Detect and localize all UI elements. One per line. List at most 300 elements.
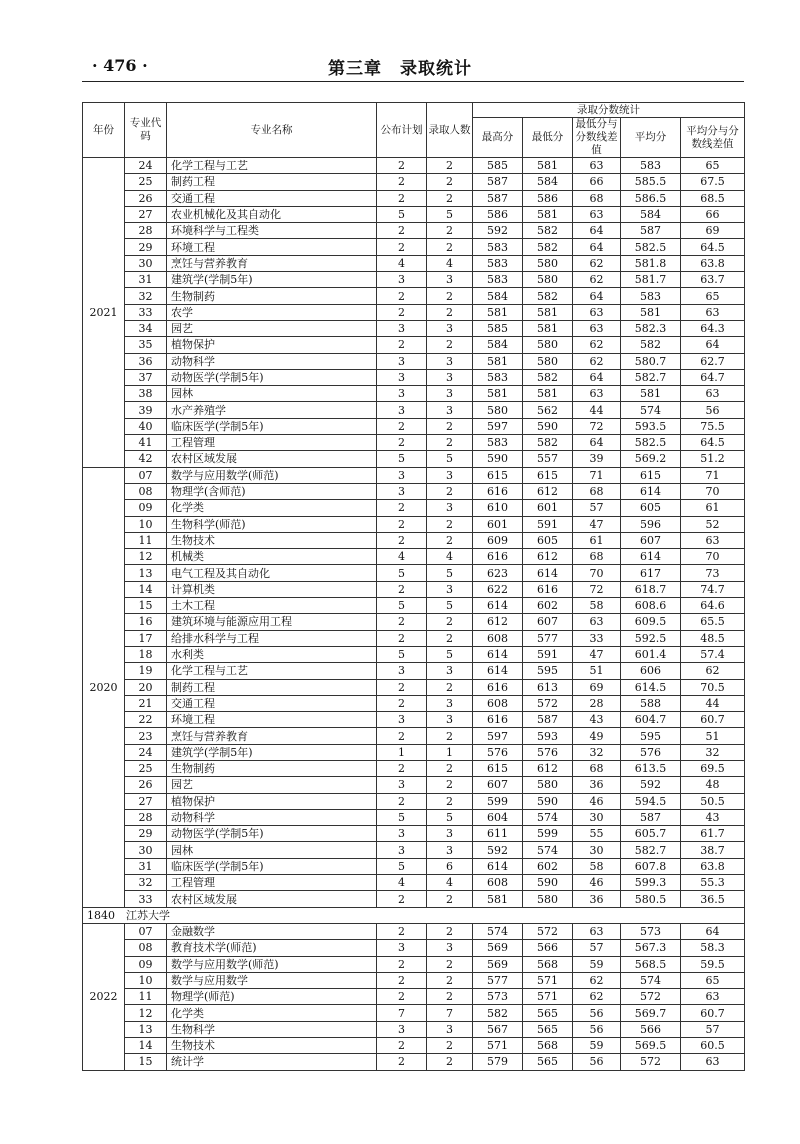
table-row <box>83 1005 745 1021</box>
row-max: 583 <box>473 369 523 385</box>
row-plan: 2 <box>377 435 427 451</box>
row-code: 12 <box>125 549 167 565</box>
row-min: 581 <box>523 158 573 174</box>
row-name: 生物制药 <box>167 760 377 776</box>
row-avg-diff: 73 <box>681 565 745 581</box>
row-avg: 573 <box>621 923 681 939</box>
row-avg-diff: 48.5 <box>681 630 745 646</box>
table-row <box>83 809 745 825</box>
row-admitted: 2 <box>427 418 473 434</box>
row-avg-diff: 74.7 <box>681 581 745 597</box>
row-min: 602 <box>523 858 573 874</box>
row-max: 583 <box>473 255 523 271</box>
col-year: 年份 <box>83 103 125 158</box>
row-avg: 568.5 <box>621 956 681 972</box>
row-name: 临床医学(学制5年) <box>167 418 377 434</box>
row-avg-diff: 48 <box>681 777 745 793</box>
row-min: 581 <box>523 386 573 402</box>
row-admitted: 3 <box>427 663 473 679</box>
row-code: 09 <box>125 500 167 516</box>
row-min-diff: 62 <box>573 337 621 353</box>
table-row <box>83 272 745 288</box>
row-avg: 572 <box>621 989 681 1005</box>
row-min: 574 <box>523 842 573 858</box>
table-row <box>83 614 745 630</box>
row-min-diff: 62 <box>573 255 621 271</box>
row-avg-diff: 60.7 <box>681 1005 745 1021</box>
row-avg-diff: 56 <box>681 402 745 418</box>
row-plan: 2 <box>377 972 427 988</box>
row-avg-diff: 64.6 <box>681 598 745 614</box>
row-max: 608 <box>473 875 523 891</box>
row-avg-diff: 36.5 <box>681 891 745 907</box>
row-max: 622 <box>473 581 523 597</box>
row-avg: 613.5 <box>621 760 681 776</box>
row-min: 581 <box>523 320 573 336</box>
row-code: 27 <box>125 793 167 809</box>
row-plan: 2 <box>377 989 427 1005</box>
row-code: 24 <box>125 158 167 174</box>
row-avg: 587 <box>621 809 681 825</box>
row-plan: 3 <box>377 320 427 336</box>
row-avg: 580.5 <box>621 891 681 907</box>
row-min-diff: 63 <box>573 158 621 174</box>
row-min-diff: 64 <box>573 239 621 255</box>
row-min: 591 <box>523 516 573 532</box>
table-row <box>83 451 745 467</box>
row-plan: 2 <box>377 581 427 597</box>
row-avg: 582.7 <box>621 842 681 858</box>
row-admitted: 2 <box>427 891 473 907</box>
row-min-diff: 28 <box>573 695 621 711</box>
row-admitted: 2 <box>427 923 473 939</box>
row-name: 化学工程与工艺 <box>167 663 377 679</box>
row-min-diff: 64 <box>573 435 621 451</box>
row-min-diff: 72 <box>573 581 621 597</box>
table-row <box>83 369 745 385</box>
row-code: 08 <box>125 940 167 956</box>
row-admitted: 3 <box>427 581 473 597</box>
row-max: 616 <box>473 679 523 695</box>
row-plan: 2 <box>377 500 427 516</box>
row-admitted: 2 <box>427 989 473 1005</box>
row-avg: 608.6 <box>621 598 681 614</box>
row-plan: 2 <box>377 760 427 776</box>
row-name: 动物医学(学制5年) <box>167 369 377 385</box>
row-avg: 614 <box>621 549 681 565</box>
row-code: 40 <box>125 418 167 434</box>
table-row <box>83 646 745 662</box>
row-min: 565 <box>523 1054 573 1070</box>
table-row <box>83 972 745 988</box>
row-name: 物理学(师范) <box>167 989 377 1005</box>
row-name: 烹饪与营养教育 <box>167 255 377 271</box>
row-admitted: 5 <box>427 809 473 825</box>
row-plan: 2 <box>377 728 427 744</box>
row-max: 569 <box>473 956 523 972</box>
row-plan: 2 <box>377 1038 427 1054</box>
row-name: 建筑学(学制5年) <box>167 744 377 760</box>
row-admitted: 2 <box>427 630 473 646</box>
row-max: 616 <box>473 712 523 728</box>
row-min: 566 <box>523 940 573 956</box>
row-code: 11 <box>125 532 167 548</box>
row-max: 587 <box>473 174 523 190</box>
row-avg-diff: 62.7 <box>681 353 745 369</box>
row-avg-diff: 63 <box>681 532 745 548</box>
table-row <box>83 206 745 222</box>
row-avg: 592 <box>621 777 681 793</box>
row-code: 39 <box>125 402 167 418</box>
row-admitted: 6 <box>427 858 473 874</box>
row-avg: 592.5 <box>621 630 681 646</box>
row-min: 580 <box>523 272 573 288</box>
row-name: 生物技术 <box>167 532 377 548</box>
row-admitted: 2 <box>427 532 473 548</box>
row-min-diff: 58 <box>573 598 621 614</box>
row-max: 614 <box>473 598 523 614</box>
row-plan: 2 <box>377 956 427 972</box>
row-avg-diff: 60.5 <box>681 1038 745 1054</box>
col-score-group: 录取分数统计 <box>473 103 745 118</box>
row-avg: 606 <box>621 663 681 679</box>
row-min: 581 <box>523 206 573 222</box>
table-row <box>83 190 745 206</box>
row-avg: 585.5 <box>621 174 681 190</box>
row-min: 587 <box>523 712 573 728</box>
row-min-diff: 56 <box>573 1021 621 1037</box>
row-admitted: 3 <box>427 940 473 956</box>
row-name: 建筑环境与能源应用工程 <box>167 614 377 630</box>
table-row <box>83 320 745 336</box>
row-avg: 583 <box>621 158 681 174</box>
row-name: 统计学 <box>167 1054 377 1070</box>
row-plan: 2 <box>377 337 427 353</box>
row-name: 化学类 <box>167 1005 377 1021</box>
row-code: 25 <box>125 760 167 776</box>
row-code: 18 <box>125 646 167 662</box>
row-plan: 3 <box>377 369 427 385</box>
row-code: 29 <box>125 239 167 255</box>
row-max: 612 <box>473 614 523 630</box>
table-row <box>83 288 745 304</box>
row-code: 32 <box>125 288 167 304</box>
row-name: 化学类 <box>167 500 377 516</box>
row-avg: 599.3 <box>621 875 681 891</box>
row-min: 577 <box>523 630 573 646</box>
row-max: 592 <box>473 842 523 858</box>
row-max: 586 <box>473 206 523 222</box>
row-code: 27 <box>125 206 167 222</box>
year-cell: 2022 <box>83 923 125 1070</box>
row-avg: 607.8 <box>621 858 681 874</box>
table-row <box>83 353 745 369</box>
row-avg: 604.7 <box>621 712 681 728</box>
row-name: 机械类 <box>167 549 377 565</box>
col-admitted: 录取人数 <box>427 103 473 158</box>
row-min-diff: 63 <box>573 386 621 402</box>
row-plan: 2 <box>377 793 427 809</box>
row-min-diff: 61 <box>573 532 621 548</box>
row-avg: 581.7 <box>621 272 681 288</box>
row-avg-diff: 63 <box>681 386 745 402</box>
row-name: 工程管理 <box>167 875 377 891</box>
row-code: 09 <box>125 956 167 972</box>
row-avg: 607 <box>621 532 681 548</box>
table-row <box>83 630 745 646</box>
section-label: 1840 江苏大学 <box>83 907 745 923</box>
row-avg-diff: 63 <box>681 304 745 320</box>
row-name: 农村区域发展 <box>167 891 377 907</box>
row-min-diff: 56 <box>573 1054 621 1070</box>
row-avg: 569.5 <box>621 1038 681 1054</box>
row-max: 616 <box>473 483 523 499</box>
row-name: 农村区域发展 <box>167 451 377 467</box>
row-code: 32 <box>125 875 167 891</box>
row-max: 573 <box>473 989 523 1005</box>
row-plan: 2 <box>377 418 427 434</box>
row-avg: 595 <box>621 728 681 744</box>
row-admitted: 2 <box>427 679 473 695</box>
row-min-diff: 57 <box>573 500 621 516</box>
row-code: 07 <box>125 923 167 939</box>
row-min-diff: 63 <box>573 923 621 939</box>
row-plan: 3 <box>377 777 427 793</box>
row-min: 580 <box>523 777 573 793</box>
row-min: 565 <box>523 1005 573 1021</box>
row-max: 615 <box>473 467 523 483</box>
row-min-diff: 43 <box>573 712 621 728</box>
row-name: 生物技术 <box>167 1038 377 1054</box>
row-min: 576 <box>523 744 573 760</box>
row-avg: 609.5 <box>621 614 681 630</box>
row-min-diff: 36 <box>573 891 621 907</box>
row-name: 园林 <box>167 842 377 858</box>
row-avg-diff: 66 <box>681 206 745 222</box>
page-header <box>0 0 800 90</box>
row-min-diff: 55 <box>573 826 621 842</box>
row-plan: 2 <box>377 239 427 255</box>
table-row <box>83 826 745 842</box>
table-row <box>83 940 745 956</box>
row-name: 环境科学与工程类 <box>167 223 377 239</box>
row-code: 13 <box>125 1021 167 1037</box>
row-min-diff: 63 <box>573 304 621 320</box>
row-min-diff: 64 <box>573 223 621 239</box>
row-admitted: 2 <box>427 793 473 809</box>
table-row <box>83 695 745 711</box>
row-code: 28 <box>125 809 167 825</box>
row-avg-diff: 69.5 <box>681 760 745 776</box>
row-min-diff: 39 <box>573 451 621 467</box>
row-avg-diff: 50.5 <box>681 793 745 809</box>
row-max: 583 <box>473 239 523 255</box>
row-min: 590 <box>523 793 573 809</box>
row-min-diff: 32 <box>573 744 621 760</box>
row-plan: 7 <box>377 1005 427 1021</box>
row-admitted: 2 <box>427 614 473 630</box>
table-row <box>83 435 745 451</box>
row-avg: 594.5 <box>621 793 681 809</box>
row-code: 24 <box>125 744 167 760</box>
row-min-diff: 33 <box>573 630 621 646</box>
row-name: 临床医学(学制5年) <box>167 858 377 874</box>
row-admitted: 3 <box>427 1021 473 1037</box>
row-avg: 618.7 <box>621 581 681 597</box>
row-min: 582 <box>523 369 573 385</box>
row-avg-diff: 44 <box>681 695 745 711</box>
table-row <box>83 402 745 418</box>
row-min: 590 <box>523 418 573 434</box>
row-plan: 2 <box>377 1054 427 1070</box>
row-min: 572 <box>523 695 573 711</box>
row-max: 599 <box>473 793 523 809</box>
row-avg-diff: 68.5 <box>681 190 745 206</box>
table-row <box>83 891 745 907</box>
row-admitted: 2 <box>427 728 473 744</box>
row-min-diff: 30 <box>573 809 621 825</box>
row-avg-diff: 70 <box>681 483 745 499</box>
row-min-diff: 64 <box>573 288 621 304</box>
row-plan: 2 <box>377 288 427 304</box>
row-avg: 617 <box>621 565 681 581</box>
row-avg: 605 <box>621 500 681 516</box>
row-code: 17 <box>125 630 167 646</box>
admission-table <box>82 102 745 1071</box>
row-plan: 5 <box>377 206 427 222</box>
row-max: 581 <box>473 353 523 369</box>
row-code: 23 <box>125 728 167 744</box>
row-avg: 596 <box>621 516 681 532</box>
row-plan: 2 <box>377 532 427 548</box>
row-max: 614 <box>473 663 523 679</box>
row-plan: 4 <box>377 255 427 271</box>
row-plan: 2 <box>377 516 427 532</box>
row-plan: 5 <box>377 646 427 662</box>
row-max: 585 <box>473 158 523 174</box>
row-min: 607 <box>523 614 573 630</box>
row-min-diff: 68 <box>573 760 621 776</box>
row-plan: 3 <box>377 842 427 858</box>
row-code: 35 <box>125 337 167 353</box>
table-row <box>83 1054 745 1070</box>
row-code: 34 <box>125 320 167 336</box>
row-min-diff: 71 <box>573 467 621 483</box>
row-avg: 582.3 <box>621 320 681 336</box>
row-min: 582 <box>523 223 573 239</box>
row-min: 565 <box>523 1021 573 1037</box>
row-code: 07 <box>125 467 167 483</box>
row-max: 584 <box>473 288 523 304</box>
table-row <box>83 858 745 874</box>
row-avg-diff: 57.4 <box>681 646 745 662</box>
row-avg: 581 <box>621 304 681 320</box>
row-avg-diff: 62 <box>681 663 745 679</box>
row-min-diff: 63 <box>573 614 621 630</box>
row-min-diff: 62 <box>573 353 621 369</box>
col-max: 最高分 <box>473 118 523 158</box>
table-row <box>83 565 745 581</box>
row-name: 工程管理 <box>167 435 377 451</box>
row-code: 28 <box>125 223 167 239</box>
row-admitted: 2 <box>427 174 473 190</box>
row-code: 26 <box>125 777 167 793</box>
row-max: 592 <box>473 223 523 239</box>
table-row <box>83 304 745 320</box>
row-name: 给排水科学与工程 <box>167 630 377 646</box>
row-avg-diff: 70 <box>681 549 745 565</box>
row-avg: 576 <box>621 744 681 760</box>
row-avg-diff: 63.8 <box>681 858 745 874</box>
row-avg-diff: 43 <box>681 809 745 825</box>
row-min: 580 <box>523 255 573 271</box>
row-code: 14 <box>125 581 167 597</box>
row-name: 数学与应用数学 <box>167 972 377 988</box>
row-code: 12 <box>125 1005 167 1021</box>
row-name: 交通工程 <box>167 190 377 206</box>
row-avg-diff: 64.5 <box>681 435 745 451</box>
row-name: 园艺 <box>167 320 377 336</box>
row-max: 607 <box>473 777 523 793</box>
row-name: 园艺 <box>167 777 377 793</box>
row-code: 19 <box>125 663 167 679</box>
row-min-diff: 68 <box>573 549 621 565</box>
row-code: 42 <box>125 451 167 467</box>
row-admitted: 3 <box>427 386 473 402</box>
row-admitted: 3 <box>427 402 473 418</box>
row-code: 26 <box>125 190 167 206</box>
row-admitted: 3 <box>427 500 473 516</box>
table-row <box>83 875 745 891</box>
row-plan: 5 <box>377 858 427 874</box>
row-admitted: 2 <box>427 190 473 206</box>
table-row <box>83 842 745 858</box>
row-avg: 566 <box>621 1021 681 1037</box>
row-plan: 5 <box>377 809 427 825</box>
row-max: 583 <box>473 272 523 288</box>
row-avg-diff: 51.2 <box>681 451 745 467</box>
row-avg: 574 <box>621 402 681 418</box>
row-avg-diff: 64.5 <box>681 239 745 255</box>
row-max: 590 <box>473 451 523 467</box>
row-admitted: 4 <box>427 549 473 565</box>
row-min: 580 <box>523 891 573 907</box>
row-plan: 3 <box>377 402 427 418</box>
row-avg: 582 <box>621 337 681 353</box>
row-min: 571 <box>523 989 573 1005</box>
row-avg: 584 <box>621 206 681 222</box>
row-avg: 586.5 <box>621 190 681 206</box>
row-avg: 567.3 <box>621 940 681 956</box>
row-plan: 2 <box>377 190 427 206</box>
row-avg-diff: 57 <box>681 1021 745 1037</box>
row-code: 22 <box>125 712 167 728</box>
row-admitted: 2 <box>427 158 473 174</box>
row-admitted: 2 <box>427 1038 473 1054</box>
row-code: 08 <box>125 483 167 499</box>
table-row <box>83 663 745 679</box>
row-avg: 614.5 <box>621 679 681 695</box>
row-min: 571 <box>523 972 573 988</box>
row-admitted: 2 <box>427 516 473 532</box>
row-avg-diff: 52 <box>681 516 745 532</box>
row-plan: 2 <box>377 158 427 174</box>
row-code: 37 <box>125 369 167 385</box>
row-plan: 3 <box>377 940 427 956</box>
row-max: 597 <box>473 418 523 434</box>
row-avg-diff: 60.7 <box>681 712 745 728</box>
row-name: 制药工程 <box>167 174 377 190</box>
